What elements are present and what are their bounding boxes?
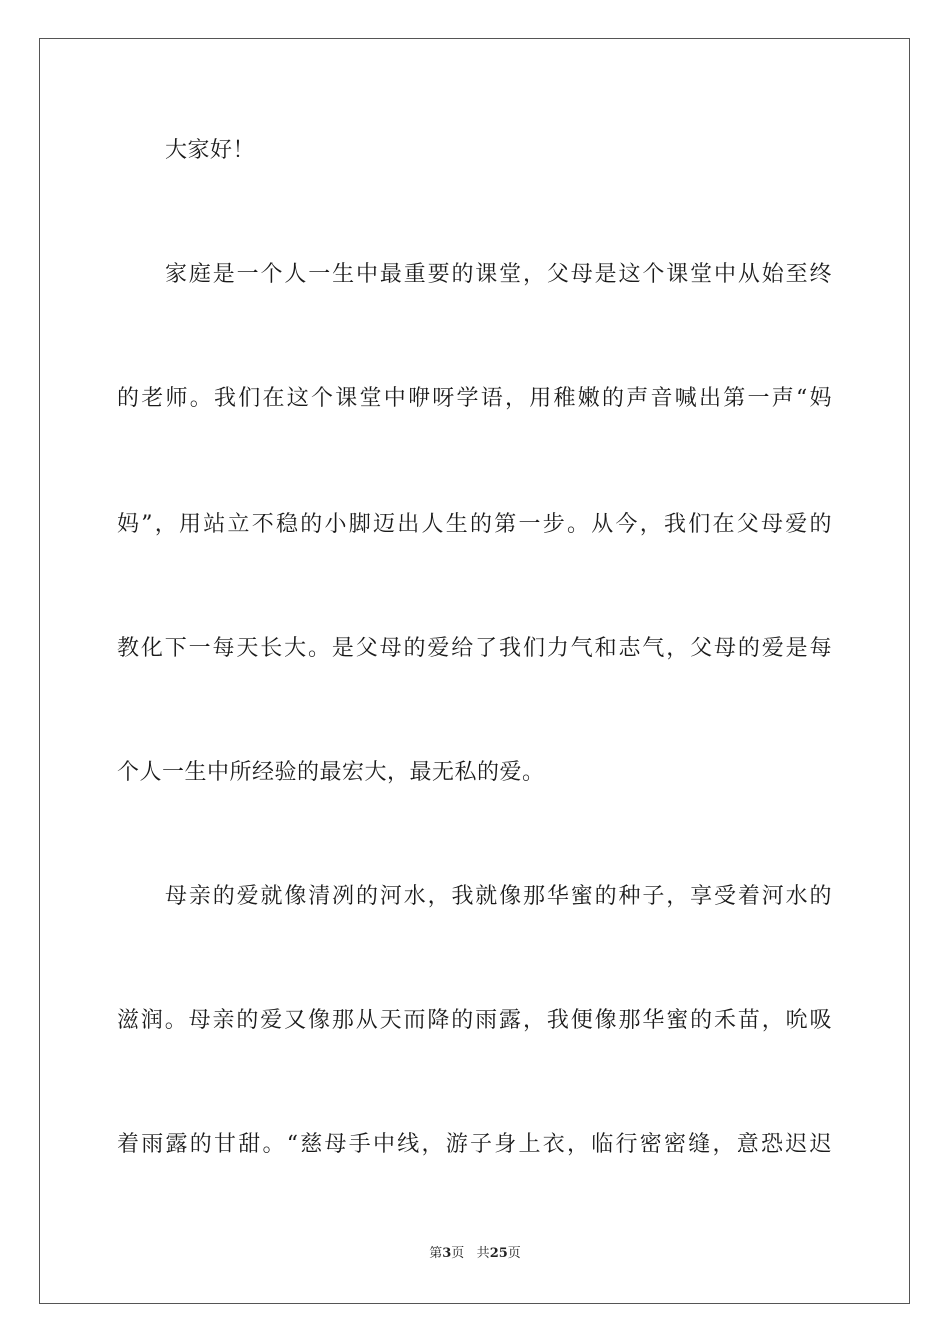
paragraph-line-8: 着雨露的甘甜。“慈母手中线，游子身上衣，临行密密缝，意恐迟迟 — [117, 1132, 832, 1157]
footer-total-pages: 25 — [489, 1246, 508, 1261]
footer-total-prefix: 共 — [476, 1246, 490, 1261]
paragraph-line-3: 妈”，用站立不稳的小脚迈出人生的第一步。从今，我们在父母爱的 — [117, 512, 832, 537]
page-footer — [0, 1245, 950, 1263]
paragraph-line-4: 教化下一每天长大。是父母的爱给了我们力气和志气，父母的爱是每 — [117, 636, 832, 661]
paragraph-line-2: 的老师。我们在这个课堂中咿呀学语，用稚嫩的声音喊出第一声“妈 — [117, 386, 832, 411]
footer-page-suffix: 页 — [451, 1246, 465, 1261]
page-frame — [39, 38, 910, 1304]
paragraph-line-7: 滋润。母亲的爱又像那从天而降的雨露，我便像那华蜜的禾苗，吮吸 — [117, 1008, 832, 1033]
paragraph-line-5: 个人一生中所经验的最宏大，最无私的爱。 — [117, 760, 545, 785]
footer-page-number: 3 — [442, 1246, 452, 1261]
footer-total-suffix: 页 — [507, 1246, 521, 1261]
footer-page-prefix: 第 — [429, 1246, 443, 1261]
paragraph-line-6: 母亲的爱就像清冽的河水，我就像那华蜜的种子，享受着河水的 — [165, 884, 832, 909]
paragraph-line-1: 家庭是一个人一生中最重要的课堂，父母是这个课堂中从始至终 — [165, 262, 832, 287]
greeting-line: 大家好！ — [165, 138, 256, 163]
